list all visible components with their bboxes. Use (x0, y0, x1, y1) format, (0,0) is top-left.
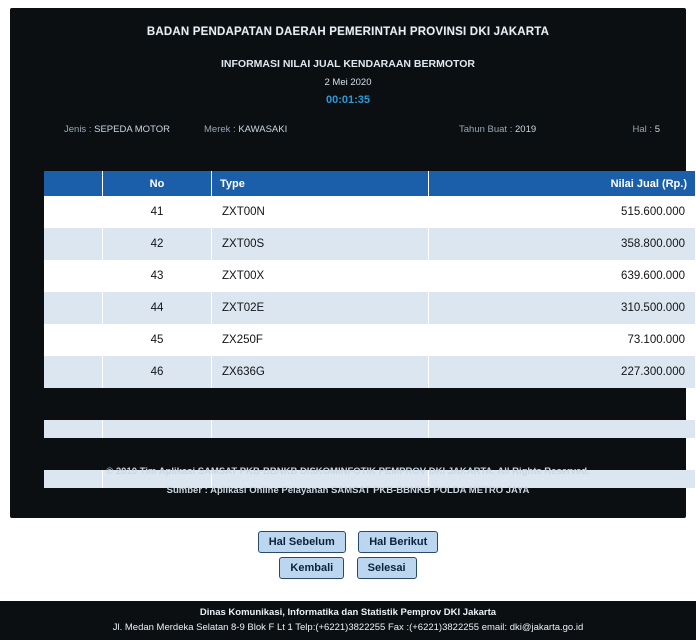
cell-nilai: 73.100.000 (429, 324, 696, 356)
meta-jenis (64, 124, 170, 135)
header-type: Type (212, 171, 429, 196)
agency-name: Dinas Komunikasi, Informatika dan Statistik Pemprov DKI Jakarta (199, 607, 497, 618)
cell-type: ZXT00N (212, 196, 429, 228)
table-row[interactable] (44, 324, 696, 356)
back-button[interactable]: Kembali (279, 557, 344, 579)
current-date: 2 Mei 2020 (324, 77, 372, 88)
meta-hal (633, 124, 660, 135)
table-body (44, 196, 696, 488)
table-row[interactable] (44, 260, 696, 292)
page-title: BADAN PENDAPATAN DAERAH PEMERINTAH PROVINSI DKI JAKARTA (146, 26, 550, 38)
panel-header (34, 26, 662, 138)
cell-no: 43 (103, 260, 212, 292)
cell-no (103, 420, 212, 438)
row-spacer-left (44, 356, 103, 388)
meta-hal-value: 5 (654, 124, 660, 135)
vehicle-value-table (44, 171, 687, 488)
table-row-empty (44, 420, 696, 438)
cell-no: 45 (103, 324, 212, 356)
info-panel (10, 8, 686, 518)
cell-nilai: 515.600.000 (429, 196, 696, 228)
meta-merek (204, 124, 287, 135)
next-page-button[interactable]: Hal Berikut (358, 531, 438, 553)
cell-no: 42 (103, 228, 212, 260)
table-header-row (44, 171, 696, 196)
cell-type: ZXT02E (212, 292, 429, 324)
cell-type: ZXT00S (212, 228, 429, 260)
meta-tahun-value: 2019 (515, 124, 537, 135)
header-nilai-jual: Nilai Jual (Rp.) (429, 171, 696, 196)
cell-no: 41 (103, 196, 212, 228)
cell-nilai (429, 420, 696, 438)
meta-jenis-value: SEPEDA MOTOR (94, 124, 170, 135)
meta-merek-value: KAWASAKI (238, 124, 288, 135)
session-clock: 00:01:35 (325, 94, 371, 106)
header-spacer-left (44, 171, 103, 196)
meta-tahun-label: Tahun Buat : (459, 124, 513, 135)
cell-type: ZX250F (212, 324, 429, 356)
table-row-gap (44, 388, 696, 420)
meta-tahun (459, 124, 536, 135)
page-subtitle: INFORMASI NILAI JUAL KENDARAAN BERMOTOR (221, 58, 475, 70)
header-no: No (103, 171, 212, 196)
row-spacer-left (44, 292, 103, 324)
finish-button[interactable]: Selesai (357, 557, 417, 579)
meta-merek-label: Merek : (204, 124, 236, 135)
row-spacer-left (44, 420, 103, 438)
row-spacer-left (44, 260, 103, 292)
panel-footer (10, 466, 686, 496)
table-row[interactable] (44, 196, 696, 228)
table-row[interactable] (44, 292, 696, 324)
button-row-top (0, 531, 696, 553)
cell-nilai: 227.300.000 (429, 356, 696, 388)
row-spacer-left (44, 228, 103, 260)
row-spacer-left (44, 196, 103, 228)
cell-no: 44 (103, 292, 212, 324)
meta-jenis-label: Jenis : (64, 124, 92, 135)
cell-type: ZX636G (212, 356, 429, 388)
cell-nilai: 639.600.000 (429, 260, 696, 292)
agency-address: Jl. Medan Merdeka Selatan 8-9 Blok F Lt 1 Telp:(+6221)3822255 Fax :(+6221)3822255 email: dki@jakarta.go.id (112, 622, 584, 633)
meta-hal-label: Hal : (632, 124, 653, 135)
button-row-bottom (0, 557, 696, 579)
cell-type: ZXT00X (212, 260, 429, 292)
cell-type (212, 420, 429, 438)
table-row[interactable] (44, 356, 696, 388)
table-row[interactable] (44, 228, 696, 260)
source-text: Sumber : Aplikasi Online Pelayanan SAMSAT PKB-BBNKB POLDA METRO JAYA (166, 485, 530, 496)
row-spacer-left (44, 324, 103, 356)
prev-page-button[interactable]: Hal Sebelum (258, 531, 346, 553)
cell-no: 46 (103, 356, 212, 388)
address-bar (0, 601, 696, 640)
cell-nilai: 310.500.000 (429, 292, 696, 324)
gap-cell (44, 388, 696, 420)
pagination-controls (0, 531, 696, 583)
cell-nilai: 358.800.000 (429, 228, 696, 260)
copyright-text: © 2010 Tim Aplikasi SAMSAT PKB-BBNKB DISKOMINFOTIK PEMPROV DKI JAKARTA. All Rights Reserved. (106, 466, 590, 477)
filter-summary (34, 124, 662, 138)
